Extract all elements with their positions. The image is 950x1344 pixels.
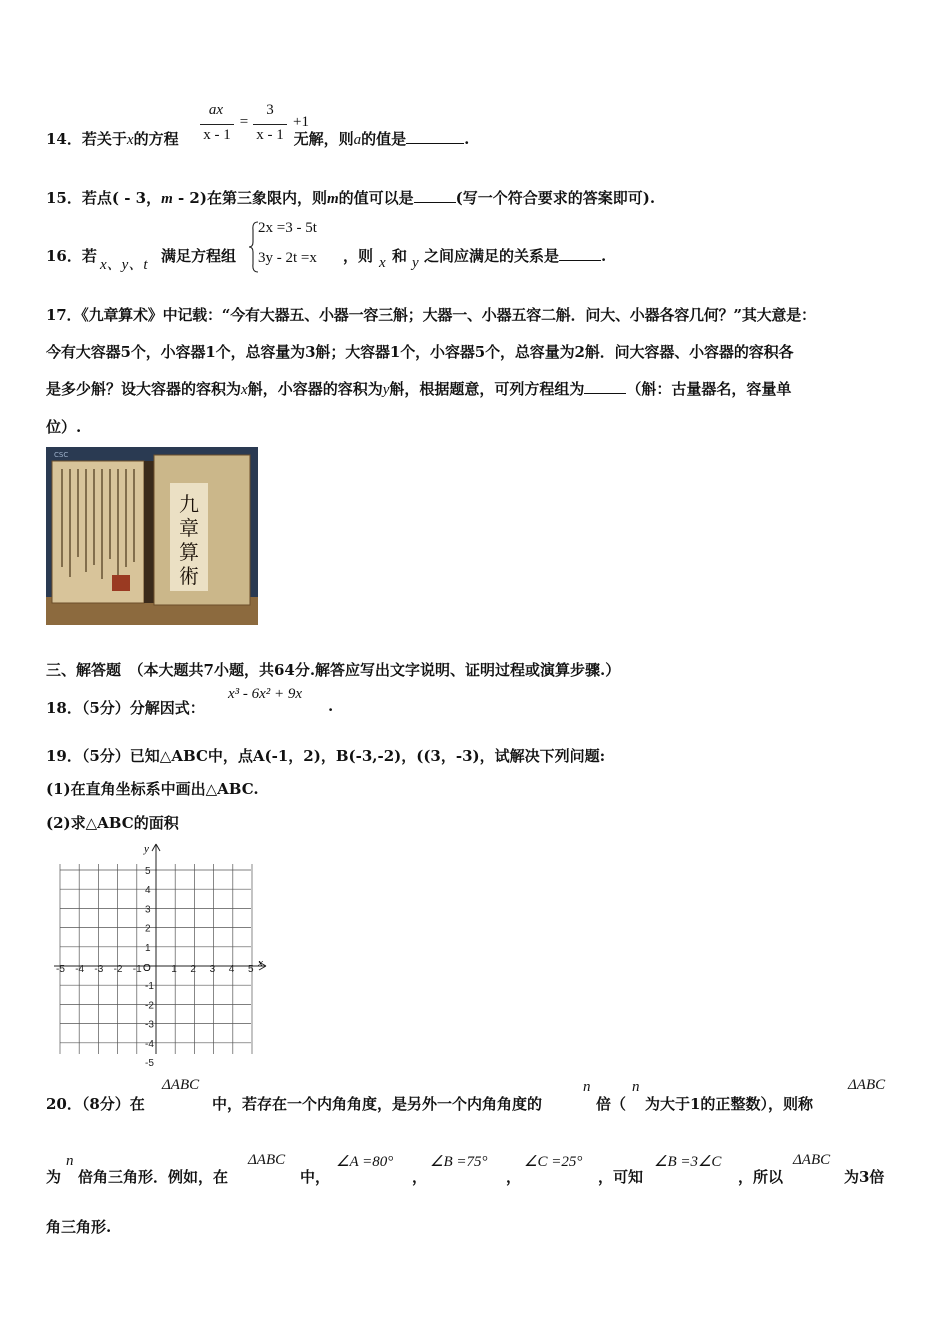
q17-line-3a: 是多少斛？设大容器的容积为	[46, 380, 242, 398]
q15-text2: - 2)在第三象限内，则	[172, 189, 327, 207]
q20-text5: 倍角三角形．例如，在	[78, 1168, 229, 1186]
q16-and	[392, 245, 407, 266]
q18-period: .	[328, 697, 334, 715]
question-20	[46, 1093, 145, 1114]
q20-var-n-2: n	[632, 1079, 640, 1095]
q15-var-m: m	[161, 191, 173, 207]
q19-sub-1: (1)在直角坐标系中画出△ABC.	[46, 780, 259, 798]
q14-equation	[198, 102, 318, 152]
q14-text: 若关于	[81, 130, 127, 148]
q14-equals: =	[239, 114, 249, 130]
q14-answer-blank[interactable]	[406, 129, 464, 144]
q16-answer-blank[interactable]	[559, 246, 601, 261]
question-16	[46, 245, 97, 266]
q17-var-y: y	[382, 382, 390, 398]
q17-answer-blank[interactable]	[584, 379, 626, 394]
origin-label: O	[143, 963, 151, 974]
q20-text3: 倍（	[596, 1095, 627, 1113]
q16-mid	[161, 245, 236, 266]
q20-text9: 为3倍	[844, 1168, 885, 1186]
q20-angle-c: ∠C =25°	[524, 1154, 583, 1170]
y-tick-label: 5	[145, 866, 151, 877]
q20-var-n-3: n	[66, 1153, 74, 1169]
jiuzhang-suanshu-book-image	[46, 447, 258, 625]
q20-angle-b: ∠B =75°	[430, 1154, 488, 1170]
q16-text3: ，则	[343, 247, 374, 265]
q14-rhs-numerator: 3	[266, 102, 274, 118]
q14-lhs-fraction-bar	[200, 124, 234, 125]
q20-comma-2: ，	[506, 1168, 522, 1186]
x-axis-label: x	[258, 957, 263, 969]
q20-var-n-1: n	[583, 1079, 591, 1095]
q17-line-4: 位）.	[46, 418, 82, 436]
y-axis-label: y	[144, 843, 149, 855]
q20-triangle-abc-3: ΔABC	[248, 1152, 286, 1168]
y-tick-label: -4	[145, 1038, 154, 1050]
q20-line3: 角三角形.	[46, 1218, 112, 1236]
q17-line-2: 今有大容器5个，小容器1个，总容量为3斛；大容器1个，小容器5个，总容量为2斛．问大容器、小容器的容积各	[46, 343, 794, 361]
x-tick-label: -3	[94, 964, 104, 975]
y-tick-label: -3	[145, 1019, 154, 1031]
q17-line-3c: 斛，根据题意，可列方程组为	[389, 380, 585, 398]
x-tick-label: 4	[228, 964, 235, 975]
q16-rest	[343, 245, 373, 266]
q14-rhs-denominator: x - 1	[256, 127, 284, 143]
q20-text7: ，可知	[598, 1168, 644, 1186]
coordinate-grid[interactable]	[48, 840, 270, 1069]
y-tick-label: -2	[145, 1000, 154, 1012]
q16-var-y: y	[412, 255, 419, 271]
q17-var-x: x	[241, 382, 248, 398]
q20-text1: 20．（8分）在	[46, 1095, 145, 1113]
q14-rhs-fraction-bar	[253, 124, 287, 125]
q18-text: 18．（5分）分解因式：	[46, 699, 205, 717]
q16-equation-2: 3y - 2t =x	[258, 250, 317, 266]
q19-sub-2: (2)求△ABC的面积	[46, 814, 179, 832]
q15-tail: (写一个符合要求的答案即可).	[455, 189, 656, 207]
q14-text3: 无解，则	[293, 130, 354, 148]
book-title-char-1: 九	[179, 492, 199, 516]
q15-answer-blank[interactable]	[414, 188, 456, 203]
question-18	[46, 697, 205, 718]
q14-number: 14．	[46, 130, 82, 148]
q17-line-1: 17．《九章算术》中记载：“今有大器五、小器一容三斛；大器一、小器五容二斛．问大、小器各容几何？”其大意是：	[46, 306, 816, 324]
q14-lhs-numerator: ax	[208, 102, 224, 118]
y-tick-label: -1	[145, 981, 154, 993]
y-tick-label: 2	[145, 923, 151, 935]
book-title-char-2: 章	[179, 516, 199, 540]
q16-tail	[424, 245, 606, 266]
question-15	[46, 187, 655, 208]
q14-period: .	[464, 130, 470, 148]
x-tick-label: 3	[209, 964, 216, 975]
q20-text6: 中，	[300, 1168, 331, 1186]
q16-number: 16．若	[46, 247, 97, 265]
question-17	[46, 297, 910, 446]
section-3-title: 三、解答题 （本大题共7小题，共64分.解答应写出文字说明、证明过程或演算步骤.）	[46, 661, 621, 679]
q17-line-3	[46, 371, 910, 409]
q14-text4: 的值是	[361, 130, 407, 148]
q17-line-3b: 斛，小容器的容积为	[247, 380, 383, 398]
red-seal	[112, 575, 130, 591]
y-tick-label: 1	[145, 942, 151, 954]
book-title-char-3: 算	[179, 540, 199, 564]
q17-line-3d: （斛：古量器名，容量单	[626, 380, 792, 398]
x-tick-label: -5	[56, 964, 65, 975]
q16-variables: x、y、t	[100, 257, 148, 273]
book-watermark: CSC	[54, 451, 69, 459]
book-title-char-4: 術	[179, 564, 199, 588]
q20-text8: ，所以	[738, 1168, 784, 1186]
q20-angle-a: ∠A =80°	[336, 1154, 394, 1170]
y-tick-label: -5	[145, 1058, 154, 1069]
x-tick-label: -4	[75, 964, 85, 975]
q16-text4: 之间应满足的关系是	[424, 247, 560, 265]
x-tick-label: -2	[113, 964, 123, 975]
x-tick-label: 1	[171, 964, 177, 975]
x-tick-label: 2	[190, 964, 196, 975]
q15-text: 15．若点( - 3，	[46, 189, 162, 207]
q20-text2: 中，若存在一个内角角度，是另外一个内角角度的	[212, 1095, 543, 1113]
question-19: 19．（5分）已知△ABC中，点A(-1，2)，B(-3,-2)，((3，-3)，试解决下列问题:	[46, 747, 606, 765]
q15-var-m2: m	[326, 191, 339, 207]
q20-triangle-abc-2: ΔABC	[848, 1077, 886, 1093]
q20-triangle-abc-1: ΔABC	[162, 1077, 200, 1093]
q14-lhs-denominator: x - 1	[203, 127, 231, 143]
q20-comma-1: ，	[412, 1168, 428, 1186]
q20-triangle-abc-4: ΔABC	[793, 1152, 831, 1168]
q18-expression: x³ - 6x² + 9x	[228, 686, 303, 702]
q16-period: .	[601, 247, 607, 265]
q14-var-a: a	[353, 132, 362, 148]
q14-var-x: x	[126, 132, 134, 148]
y-tick-label: 3	[145, 904, 151, 916]
q20-angle-relation: ∠B =3∠C	[654, 1154, 722, 1170]
q20-text4: 为大于1的正整数），则称	[645, 1095, 813, 1113]
x-tick-label: 5	[248, 964, 254, 975]
q16-var-x: x	[379, 255, 386, 271]
y-tick-label: 4	[145, 885, 151, 897]
q14-text2: 的方程	[133, 130, 179, 148]
q15-text3: 的值可以是	[338, 189, 414, 207]
q16-text2: 满足方程组	[161, 247, 237, 265]
q14-plus-one: +1	[293, 114, 309, 130]
q20-line2-start: 为	[46, 1168, 62, 1186]
x-tick-label: -1	[132, 964, 142, 975]
q16-and-text: 和	[392, 247, 408, 265]
q16-equation-1: 2x =3 - 5t	[258, 220, 317, 236]
